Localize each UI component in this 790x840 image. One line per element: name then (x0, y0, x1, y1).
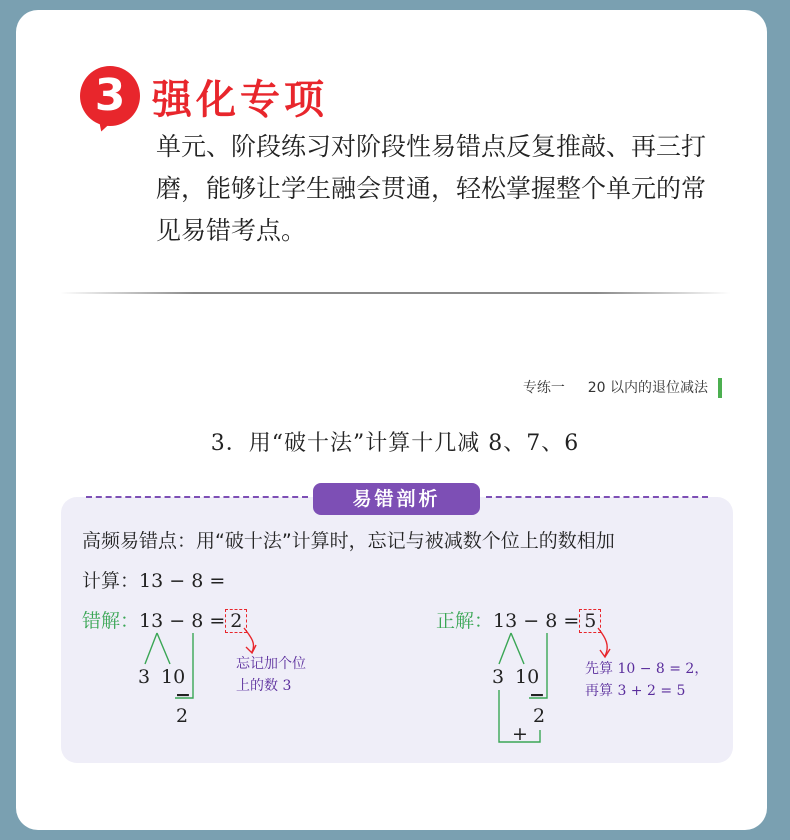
wrong-split-ten: 10 (161, 666, 186, 688)
correct-arrowhead (600, 649, 610, 657)
section-label: 专练一 (522, 380, 565, 396)
correct-arrow (598, 628, 607, 656)
wrong-note-line-1: 忘记加个位 (236, 656, 306, 672)
wrong-answer-box: 2 (225, 609, 247, 633)
wrong-split-lines (145, 633, 170, 664)
wrong-arrowhead (246, 645, 256, 653)
correct-minus-sign: − (529, 684, 545, 706)
correct-split-ones: 3 (492, 666, 505, 688)
section-number-badge: 3 (80, 66, 140, 126)
correct-note-line-2: 再算 3 + 2 = 5 (585, 683, 686, 699)
correct-expression: 13 − 8 = (493, 610, 580, 632)
wrong-split-ones: 3 (138, 666, 151, 688)
common-mistake-point: 高频易错点：用“破十法”计算时，忘记与被减数个位上的数相加 (82, 530, 615, 552)
wrong-label: 错解： (82, 610, 140, 632)
feature-heading: 强化专项 (152, 77, 328, 123)
correct-note-line-1: 先算 10 − 8 = 2， (585, 661, 709, 677)
wrong-note-line-2: 上的数 3 (236, 678, 292, 694)
correct-answer-box: 5 (579, 609, 601, 633)
wrong-bracket (175, 633, 193, 698)
wrong-result: 2 (176, 705, 189, 727)
correct-label: 正解： (436, 610, 494, 632)
analysis-tab: 易错剖析 (313, 483, 480, 515)
correct-split-ten: 10 (515, 666, 540, 688)
wrong-minus-sign: − (175, 684, 191, 706)
correct-split-lines (499, 633, 524, 664)
correct-bracket (529, 633, 547, 698)
calc-label: 计算： (82, 570, 140, 592)
section-topic: 20 以内的退位减法 (587, 380, 708, 396)
lesson-title: 3．用“破十法”计算十几减 8、7、6 (210, 431, 580, 456)
correct-result: 2 (533, 705, 546, 727)
wrong-arrow (244, 628, 254, 652)
correct-plus-sign: + (512, 723, 528, 745)
feature-description: 单元、阶段练习对阶段性易错点反复推敲、再三打磨，能够让学生融会贯通，轻松掌握整个单元的常见易错考点。 (156, 132, 707, 245)
wrong-expression: 13 − 8 = (139, 610, 226, 632)
calc-expression: 13 − 8 = (139, 570, 226, 592)
